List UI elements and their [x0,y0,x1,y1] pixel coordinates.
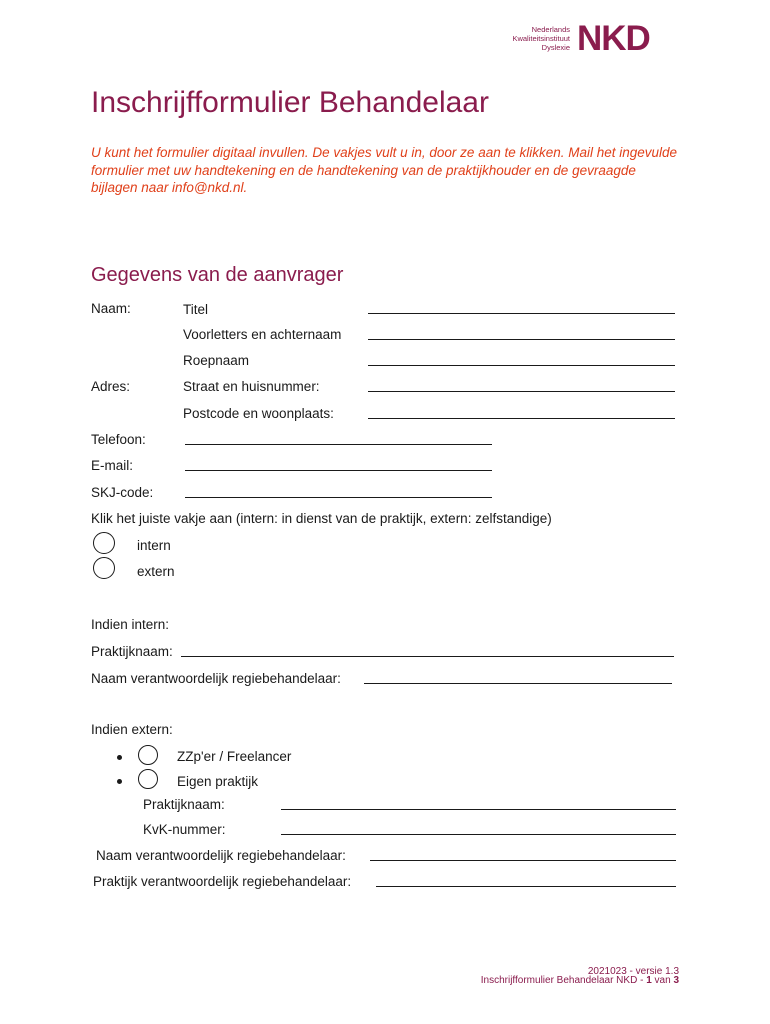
employment-instruction: Klik het juiste vakje aan (intern: in dienst van de praktijk, extern: zelfstandige) [91,511,552,526]
footer-version: 2021023 - versie 1.3 [587,966,679,977]
section-heading-applicant: Gegevens van de aanvrager [91,264,344,286]
label-extern-praktijknaam: Praktijknaam: [143,797,225,812]
radio-intern[interactable] [93,532,115,554]
field-skj[interactable] [185,484,492,498]
bullet-2 [117,779,122,784]
field-titel[interactable] [368,300,675,314]
logo-line-3: Dyslexie [541,43,570,52]
field-postcode[interactable] [368,405,675,419]
field-email[interactable] [185,457,492,471]
footer-page-total: 3 [673,975,679,986]
radio-extern[interactable] [93,557,115,579]
label-adres: Adres: [91,379,131,394]
label-extern-regie: Naam verantwoordelijk regiebehandelaar: [96,848,346,863]
radio-zzp[interactable] [138,745,158,765]
footer [481,967,679,985]
logo-line-1: Nederlands [531,25,570,34]
label-email: E-mail: [91,458,134,473]
label-skj: SKJ-code: [91,485,154,500]
label-intern-praktijknaam: Praktijknaam: [91,644,173,659]
label-naam: Naam: [91,301,131,316]
field-extern-regie[interactable] [370,847,676,861]
label-kvk: KvK-nummer: [143,822,226,837]
intro-text: U kunt het formulier digitaal invullen. De vakjes vult u in, door ze aan te klikken. Mail het ingevulde formulier met uw handtekening en de handtekening van de praktijkhouder en de gevraagde bijlagen naar info@nkd.nl. [91,145,678,195]
label-praktijk-regie: Praktijk verantwoordelijk regiebehandelaar: [93,874,352,889]
footer-doc: Inschrijfformulier Behandelaar NKD - [480,975,644,986]
label-eigen-praktijk: Eigen praktijk [177,774,259,789]
label-intern: intern [137,538,171,553]
field-intern-praktijknaam[interactable] [181,643,674,657]
heading-intern: Indien intern: [91,617,170,632]
field-intern-regie[interactable] [364,670,672,684]
footer-page-sep: van [654,975,671,986]
bullet-1 [117,755,122,760]
label-titel: Titel [183,302,209,317]
label-voorletters: Voorletters en achternaam [183,327,342,342]
label-postcode: Postcode en woonplaats: [183,406,334,421]
field-telefoon[interactable] [185,431,492,445]
logo-line-2: Kwaliteitsinstituut [512,34,570,43]
field-straat[interactable] [368,378,675,392]
label-intern-regie: Naam verantwoordelijk regiebehandelaar: [91,671,341,686]
field-kvk[interactable] [281,821,676,835]
field-voorletters[interactable] [368,326,675,340]
field-roepnaam[interactable] [368,352,675,366]
logo-mark: NKD [577,19,650,58]
heading-extern: Indien extern: [91,722,173,737]
label-straat: Straat en huisnummer: [183,379,320,394]
field-praktijk-regie[interactable] [376,873,676,887]
label-extern: extern [137,564,175,579]
label-zzp: ZZp'er / Freelancer [177,749,292,764]
page-title: Inschrijfformulier Behandelaar [91,86,489,119]
label-telefoon: Telefoon: [91,432,146,447]
logo-subtitle [470,25,570,52]
footer-doc-line [481,976,679,985]
label-roepnaam: Roepnaam [183,353,250,368]
field-extern-praktijknaam[interactable] [281,796,676,810]
radio-eigen-praktijk[interactable] [138,769,158,789]
footer-page-current: 1 [646,975,652,986]
